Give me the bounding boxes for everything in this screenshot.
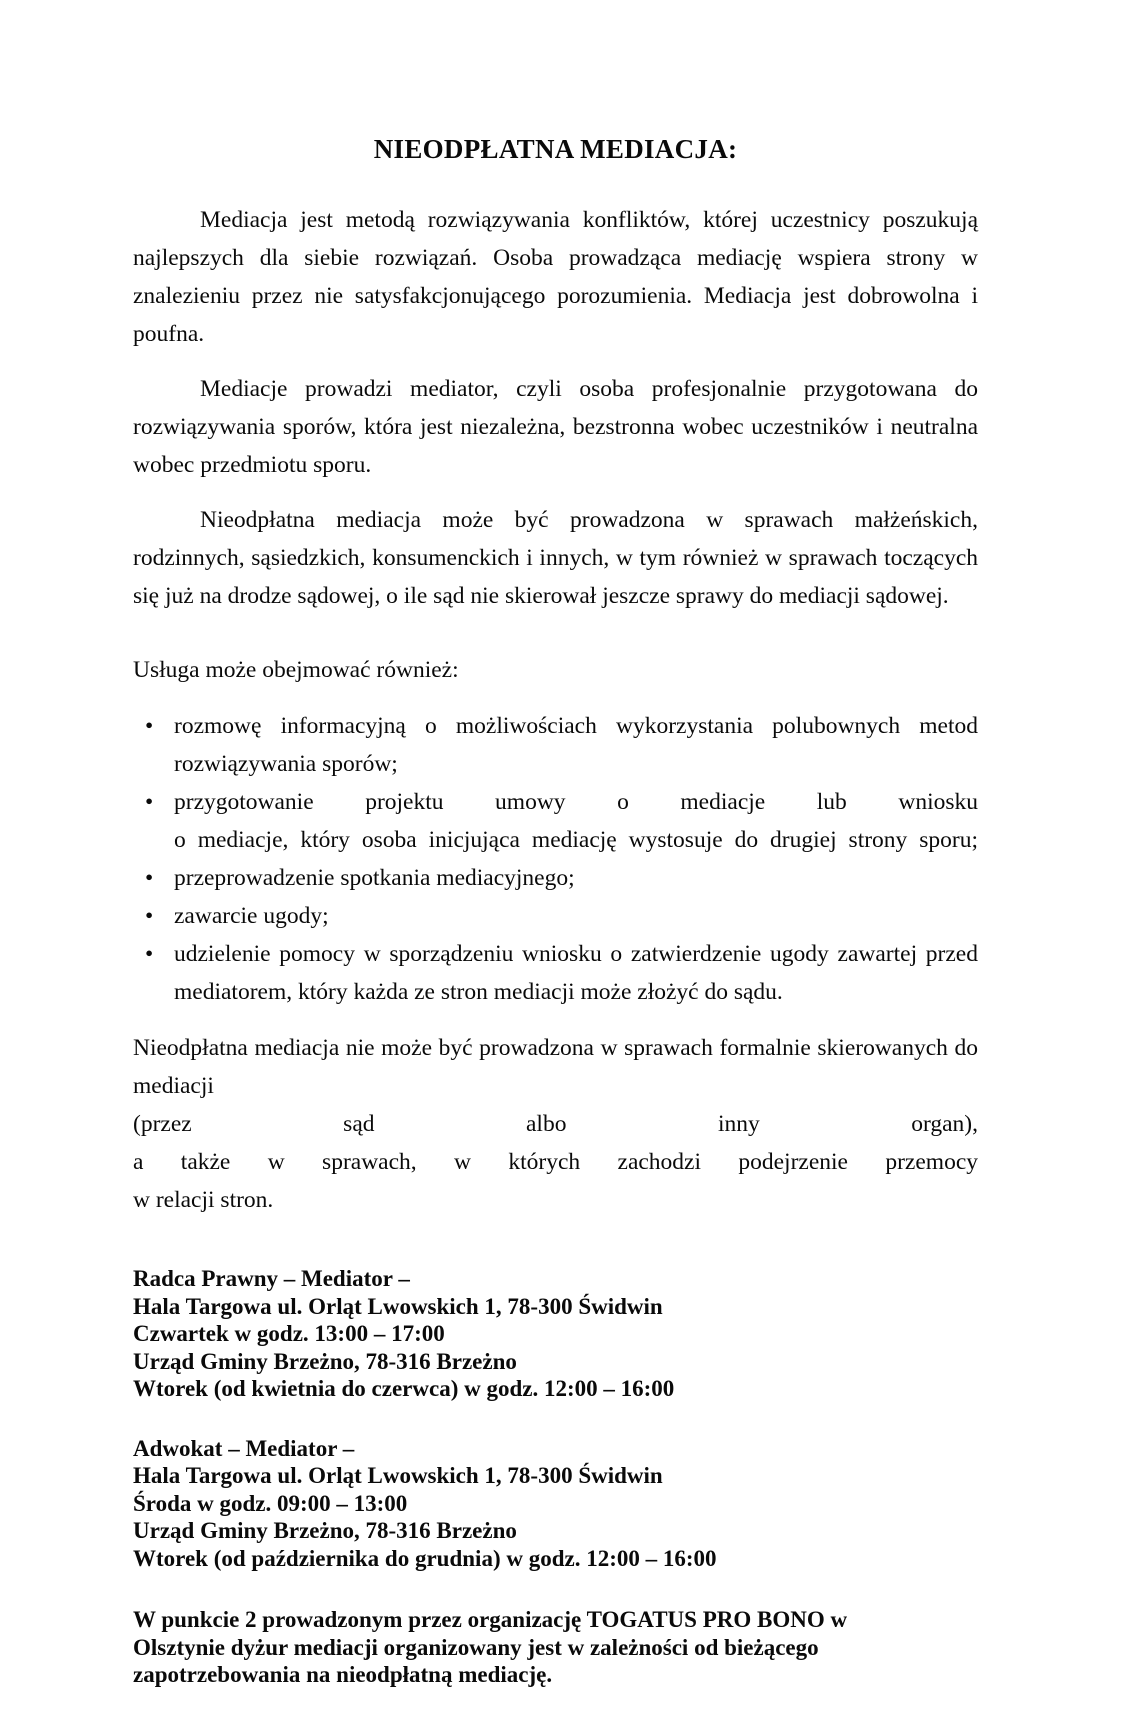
list-item — [145, 935, 978, 1011]
contact-address-primary: Hala Targowa ul. Orląt Lwowskich 1, 78-300 Świdwin — [133, 1463, 663, 1489]
contact-hours-secondary: Wtorek (od października do grudnia) w godz. 12:00 – 16:00 — [133, 1545, 717, 1571]
page-title: NIEODPŁATNA MEDIACJA: — [373, 134, 738, 164]
list-item-label-line-1: przygotowanie projektu umowy o mediacje lub wniosku — [174, 789, 978, 816]
list-item-label: udzielenie pomocy w sporządzeniu wniosku o zatwierdzenie ugody zawartej przed mediatorem, który każda ze stron mediacji może złożyć do sądu. — [174, 941, 978, 1006]
paragraph-scope-of-mediation: Nieodpłatna mediacja może być prowadzona w sprawach małżeńskich, rodzinnych, sąsiedzkich, konsumenckich i innych, w tym również w sprawach toczących się już na drodze sądowej, o ile sąd nie skierował jeszcze sprawy do mediacji sądowej. — [133, 507, 978, 610]
list-item-label-line-2: o mediacje, który osoba inicjująca mediację wystosuje do drugiej strony sporu; — [174, 827, 978, 854]
contact-address-primary: Hala Targowa ul. Orląt Lwowskich 1, 78-300 Świdwin — [133, 1293, 663, 1319]
paragraph-definition-of-mediation: Mediacja jest metodą rozwiązywania konfliktów, której uczestnicy poszukują najlepszych dla siebie rozwiązań. Osoba prowadząca mediację wspiera strony w znalezieniu przez nie satysfakcjonującego porozumienia. Mediacja jest dobrowolna i poufna. — [133, 207, 978, 348]
list-item — [145, 859, 978, 897]
contact-address-secondary: Urząd Gminy Brzeżno, 78-316 Brzeżno — [133, 1518, 517, 1544]
list-item-label: przeprowadzenie spotkania mediacyjnego; — [174, 865, 575, 892]
list-item — [145, 783, 978, 859]
bullet-dot-icon: • — [145, 941, 154, 968]
service-scope-list — [133, 707, 978, 1011]
bullet-dot-icon: • — [145, 865, 154, 892]
bullet-dot-icon: • — [145, 713, 154, 740]
paragraph-exclusions-line-2: (przez sąd albo inny organ), — [133, 1111, 978, 1138]
list-item-label: zawarcie ugody; — [174, 903, 329, 930]
list-item — [145, 707, 978, 783]
list-item-label: rozmowę informacyjną o możliwościach wykorzystania polubownych metod rozwiązywania sporów; — [174, 713, 978, 778]
contact-block-attorney — [133, 1435, 978, 1573]
contact-hours-primary: Czwartek w godz. 13:00 – 17:00 — [133, 1321, 445, 1347]
contact-block-legal-counsel — [133, 1265, 978, 1403]
contact-hours-secondary: Wtorek (od kwietnia do czerwca) w godz. 12:00 – 16:00 — [133, 1376, 675, 1402]
bullet-dot-icon: • — [145, 789, 154, 816]
paragraph-exclusions — [133, 1029, 978, 1219]
paragraph-exclusions-line-4: w relacji stron. — [133, 1187, 274, 1214]
list-lead-in-text: Usługa może obejmować również: — [133, 657, 459, 684]
list-item-label — [174, 783, 978, 859]
contact-hours-primary: Środa w godz. 09:00 – 13:00 — [133, 1490, 408, 1516]
footnote-togatus-pro-bono: W punkcie 2 prowadzonym przez organizację TOGATUS PRO BONO w Olsztynie dyżur mediacji organizowany jest w zależności od bieżącego zapotrzebowania na nieodpłatną mediację. — [133, 1607, 848, 1688]
bullet-dot-icon: • — [145, 903, 154, 930]
contact-role: Radca Prawny – Mediator – — [133, 1266, 410, 1292]
document-content — [133, 0, 978, 1712]
paragraph-mediator-role: Mediacje prowadzi mediator, czyli osoba profesjonalnie przygotowana do rozwiązywania sporów, która jest niezależna, bezstronna wobec uczestników i neutralna wobec przedmiotu sporu. — [133, 376, 978, 479]
paragraph-exclusions-line-3: a także w sprawach, w których zachodzi podejrzenie przemocy — [133, 1149, 978, 1176]
contact-address-secondary: Urząd Gminy Brzeżno, 78-316 Brzeżno — [133, 1348, 517, 1374]
list-item — [145, 897, 978, 935]
paragraph-exclusions-line-1: Nieodpłatna mediacja nie może być prowadzona w sprawach formalnie skierowanych do mediacji — [133, 1035, 978, 1100]
contact-role: Adwokat – Mediator – — [133, 1435, 355, 1461]
